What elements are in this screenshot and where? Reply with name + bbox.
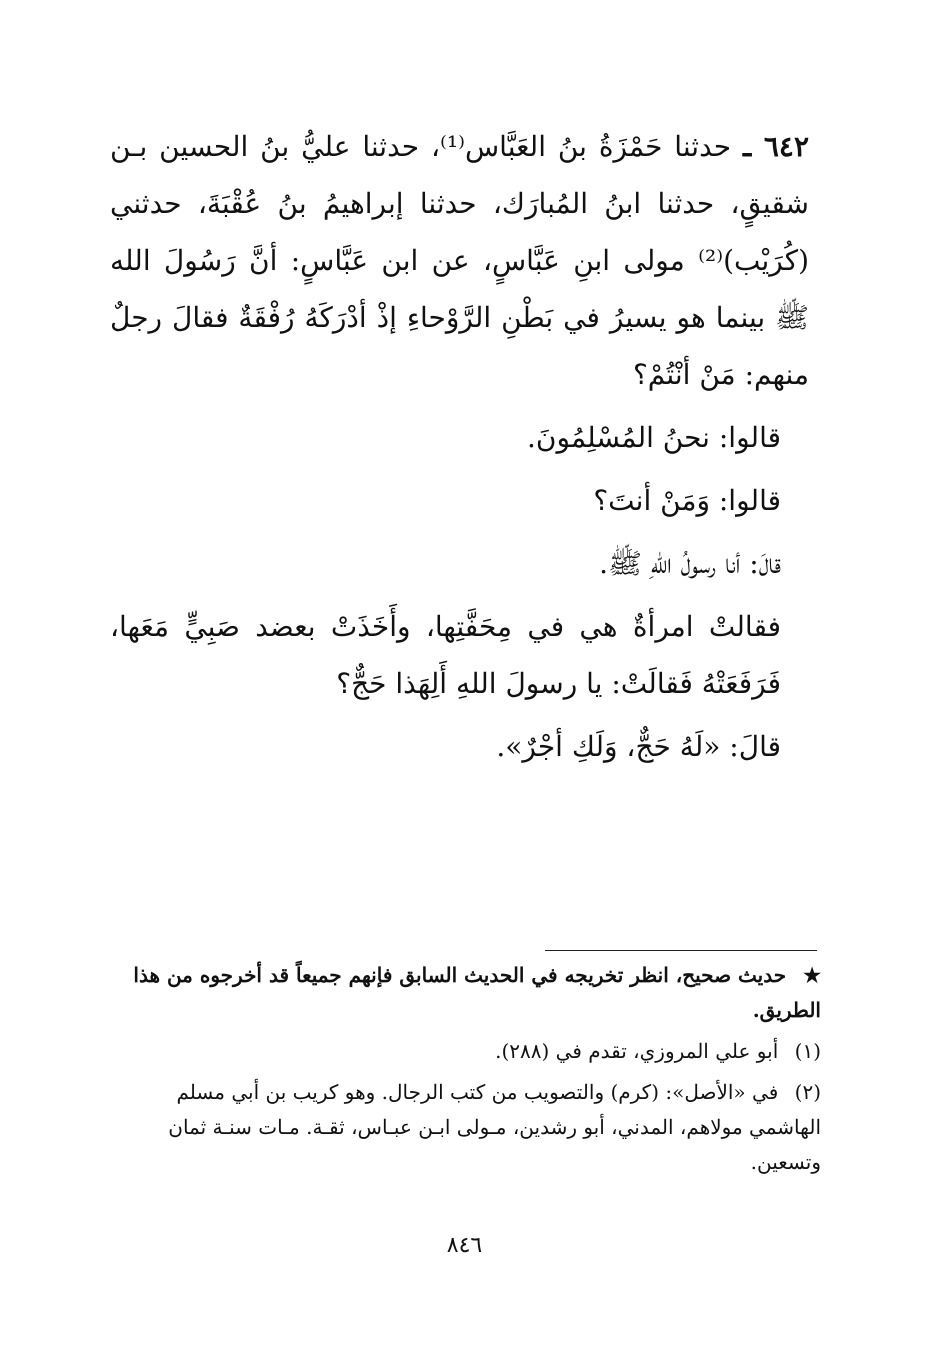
footnotes-section — [128, 958, 821, 1186]
footnote-divider — [545, 950, 817, 951]
hadith-line-messenger: قالَ: أنا رسولُ اللهِ ﷺ. — [599, 547, 781, 580]
hadith-body — [110, 118, 809, 775]
hadith-matn-opening: أنَّ رَسُولَ الله ﷺ بينما هو يسيرُ في بَطْنِ الرَّوْحاءِ إذْ أدْرَكَهُ رُفْقَةٌ فقالَ رجلٌ منهم: مَنْ أنْتُمْ؟ — [110, 244, 809, 391]
page-number: ٨٤٦ — [446, 1233, 483, 1258]
footnote-1-text: أبو علي المروزي، تقدم في (٢٨٨). — [495, 1039, 779, 1063]
footnote-2 — [128, 1075, 821, 1180]
hadith-isnad-paragraph — [110, 118, 809, 403]
footnote-2-text: في «الأصل»: (كرم) والتصويب من كتب الرجال. وهو كريب بن أبي مسلم الهاشمي مولاهم، المدني، أبو رشدين، مـولى ابـن عبـاس، ثقـة. مـات سنـة ثمان وتسعين. — [168, 1080, 821, 1174]
footnote-star-text: حديث صحيح، انظر تخريجه في الحديث السابق فإنهم جميعاً قد أخرجوه من هذا الطريق. — [133, 963, 821, 1022]
footnote-1-marker: (١) — [794, 1039, 821, 1063]
hadith-number: ٦٤٢ ـ — [742, 130, 810, 163]
footnote-1 — [128, 1034, 821, 1069]
footnote-2-marker: (٢) — [794, 1080, 821, 1104]
hadith-isnad: حدثنا حَمْزَةُ بنُ العَبَّاس⁽¹⁾، حدثنا عليُّ بنُ الحسين بـن شقيقٍ، حدثنا ابنُ المُبارَك، حدثنا إبراهيمُ بنُ عُقْبَةَ، حدثني (كُرَيْب)⁽²⁾ مولى ابنِ عَبَّاسٍ، عن ابن عَبَّاسٍ: — [110, 130, 809, 277]
footnote-star — [128, 958, 821, 1028]
hadith-line-answer: قالَ: «لَهُ حَجٌّ، وَلَكِ أجْرٌ». — [496, 730, 781, 763]
hadith-line-muslims: قالوا: نحنُ المُسْلِمُونَ. — [527, 421, 781, 454]
hadith-line-woman: فقالتْ امرأةٌ هي في مِحَفَّتِها، وأَخَذَتْ بعضد صَبِيٍّ مَعَها، فَرَفَعَتْهُ فَقالَتْ: يا رسولَ اللهِ أَلِهَذا حَجٌّ؟ — [110, 610, 781, 700]
hadith-line-who-are-you: قالوا: وَمَنْ أنتَ؟ — [593, 484, 781, 517]
footnote-star-marker: ★ — [803, 963, 821, 987]
